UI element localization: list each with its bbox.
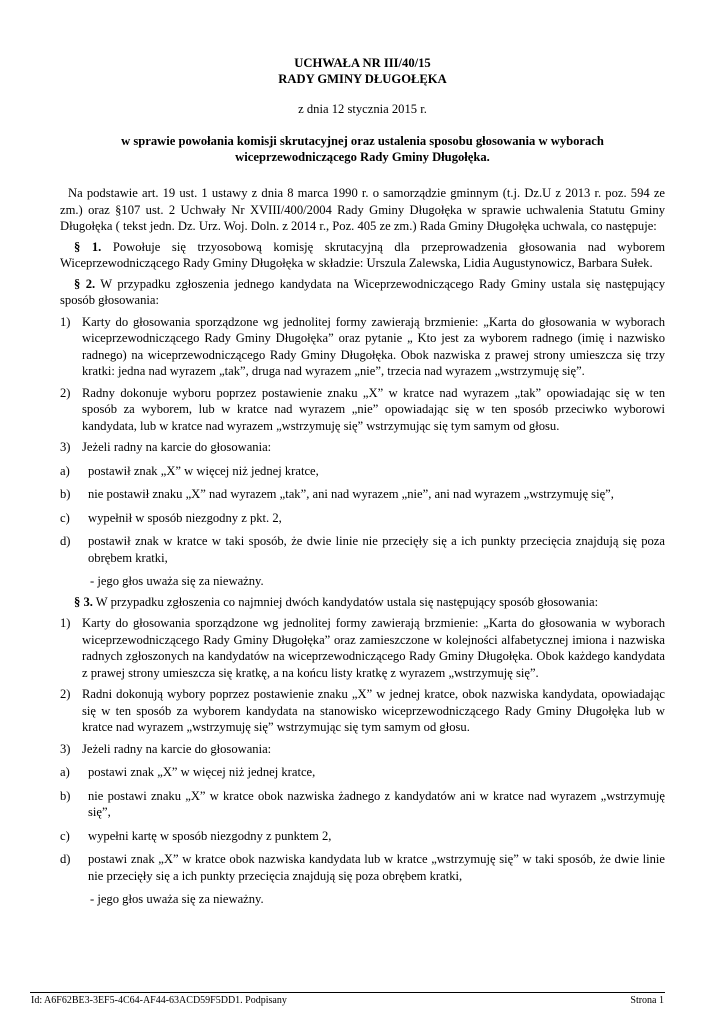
list-item-text: Radni dokonują wybory poprzez postawienie znaku „X” w jednej kratce, obok nazwiska kandydata, opowiadając się w ten sposób za wyborem kandydata na stanowisko wiceprzewodniczącego Rady Gminy Długołęka lub w kratce nad wyrazem „wstrzymuję się” wstrzymując się tym samym od głosu.	[82, 687, 665, 734]
section-3-text: W przypadku zgłoszenia co najmniej dwóch kandydatów ustala się następujący sposób głosowania:	[92, 594, 599, 609]
section-2-label: § 2.	[74, 276, 96, 291]
list-item	[60, 686, 665, 736]
sub-item-text: wypełnił w sposób niezgodny z pkt. 2,	[88, 510, 282, 525]
sub-item-letter: b)	[60, 487, 71, 501]
sub-item-letter: a)	[60, 765, 70, 779]
sub-item	[60, 788, 665, 821]
subject-line-1: w sprawie powołania komisji skrutacyjnej oraz ustalenia sposobu głosowania w wyborach	[121, 134, 604, 148]
section-2	[60, 276, 665, 309]
sub-item	[60, 828, 665, 845]
sub-item-letter: b)	[60, 788, 71, 803]
sub-item	[60, 533, 665, 566]
invalid-vote-note: - jego głos uważa się za nieważny.	[90, 574, 264, 588]
sub-item-text: postawi znak „X” w kratce obok nazwiska kandydata lub w kratce „wstrzymuję się” w taki sposób, że dwie linie nie przecięły się a ich punkty przecięcia znajdują się poza obrębem kratki,	[88, 852, 665, 883]
sub-item-text: postawił znak „X” w więcej niż jednej kratce,	[88, 463, 319, 478]
list-item-number: 3)	[60, 741, 71, 756]
section-1-label: § 1.	[74, 239, 102, 254]
sub-item-text: postawił znak w kratce w taki sposób, że dwie linie nie przecięły się a ich punkty przecięcia znajdują się poza obrębem kratki,	[88, 534, 665, 565]
resolution-number: UCHWAŁA NR III/40/15	[294, 56, 431, 70]
list-item-text: Karty do głosowania sporządzone wg jednolitej formy zawierają brzmienie: „Karta do głosowania w wyborach wiceprzewodniczącego Rady Gminy Długołęka” oraz zamieszczone w kolejności alfabetycznej imiona i nazwiska radnych zgłoszonych na kandydatów na wiceprzewodniczącego Rady Gminy Długołęka. Obok każdego kandydata z prawej strony umieszcza się kratkę, a na końcu listy kratkę z wyrazem „wstrzymuję się”.	[82, 616, 665, 680]
list-item-number: 2)	[60, 385, 71, 400]
resolution-body	[60, 185, 665, 908]
sub-item-letter: c)	[60, 510, 70, 525]
section-1-text: Powołuje się trzyosobową komisję skrutacyjną dla przeprowadzenia głosowania nad wyborem Wiceprzewodniczącego Rady Gminy Długołęka w składzie: Urszula Zalewska, Lidia Augustynowicz, Barbara Sułek.	[60, 239, 665, 270]
section-3	[60, 594, 665, 611]
sub-item-letter: d)	[60, 534, 71, 548]
list-item	[60, 385, 665, 435]
list-item-number: 2)	[60, 687, 71, 701]
council-name: RADY GMINY DŁUGOŁĘKA	[278, 72, 447, 86]
sub-item-text: postawi znak „X” w więcej niż jednej kratce,	[88, 765, 316, 779]
section-1	[60, 239, 665, 272]
page-number: Strona 1	[630, 995, 664, 1006]
list-item-number: 1)	[60, 314, 71, 329]
list-item-text: Jeżeli radny na karcie do głosowania:	[82, 440, 272, 454]
list-item-number: 3)	[60, 440, 71, 454]
legal-basis-paragraph: Na podstawie art. 19 ust. 1 ustawy z dnia 8 marca 1990 r. o samorządzie gminnym (t.j. Dz.U z 2013 r. poz. 594 ze zm.) oraz §107 ust. 2 Uchwały Nr XVIII/400/2004 Rady Gminy Długołęka w sprawie uchwalenia Statutu Gminy Długołęka ( tekst jedn. Dz. Urz. Woj. Doln. z 2014 r., Poz. 405 ze zm.) Rada Gminy Długołęka uchwala, co następuje:	[60, 186, 665, 233]
invalid-vote-note: - jego głos uważa się za nieważny.	[90, 892, 264, 906]
list-item	[60, 615, 665, 681]
section-3-label: § 3.	[74, 594, 93, 609]
sub-item-letter: a)	[60, 463, 70, 478]
list-item-text: Karty do głosowania sporządzone wg jednolitej formy zawierają brzmienie: „Karta do głosowania w wyborach wiceprzewodniczącego Rady Gminy Długołęka” oraz pytanie „ Kto jest za wyborem radnego (imię i nazwisko radnego) na wiceprzewodniczącego Rady Gminy Długołęka. Obok nazwiska z prawej strony umieszcza się trzy kratki: jedna nad wyrazem „tak”, druga nad wyrazem „nie”, trzecia nad wyrazem „wstrzymuję się”.	[82, 314, 665, 378]
document-id: Id: A6F62BE3-3EF5-4C64-AF44-63ACD59F5DD1. Podpisany	[31, 995, 287, 1006]
sub-item-letter: d)	[60, 852, 71, 866]
list-item	[60, 741, 665, 758]
sub-item-text: wypełni kartę w sposób niezgodny z punktem 2,	[88, 828, 332, 843]
sub-item	[60, 486, 665, 503]
section-2-text: W przypadku zgłoszenia jednego kandydata na Wiceprzewodniczącego Rady Gminy ustala się następujący sposób głosowania:	[60, 276, 665, 307]
subject-line-2: wiceprzewodniczącego Rady Gminy Długołęka.	[235, 150, 490, 164]
sub-item-text: nie postawił znaku „X” nad wyrazem „tak”, ani nad wyrazem „nie”, ani nad wyrazem „wstrzymuję się”,	[88, 487, 614, 501]
list-item-text: Radny dokonuje wyboru poprzez postawienie znaku „X” w kratce nad wyrazem „tak” opowiadając się w ten sposób za wyborem, lub w kratce nad wyrazem „nie” opowiadając się w ten sposób przeciwko wyborowi kandydata, lub w kratce nad wyrazem „wstrzymuję się” wstrzymując się tym samym od głosu.	[82, 385, 665, 433]
sub-item	[60, 764, 665, 781]
sub-item-letter: c)	[60, 828, 70, 843]
resolution-date: z dnia 12 stycznia 2015 r.	[298, 102, 427, 116]
list-item	[60, 314, 665, 380]
footer-divider	[30, 992, 665, 993]
sub-item-text: nie postawi znaku „X” w kratce obok nazwiska żadnego z kandydatów ani w kratce nad wyrazem „wstrzymuję się”,	[88, 788, 665, 819]
list-item	[60, 439, 665, 456]
sub-item	[60, 510, 665, 527]
sub-item	[60, 463, 665, 480]
list-item-text: Jeżeli radny na karcie do głosowania:	[82, 741, 272, 756]
sub-item	[60, 851, 665, 884]
list-item-number: 1)	[60, 616, 71, 630]
